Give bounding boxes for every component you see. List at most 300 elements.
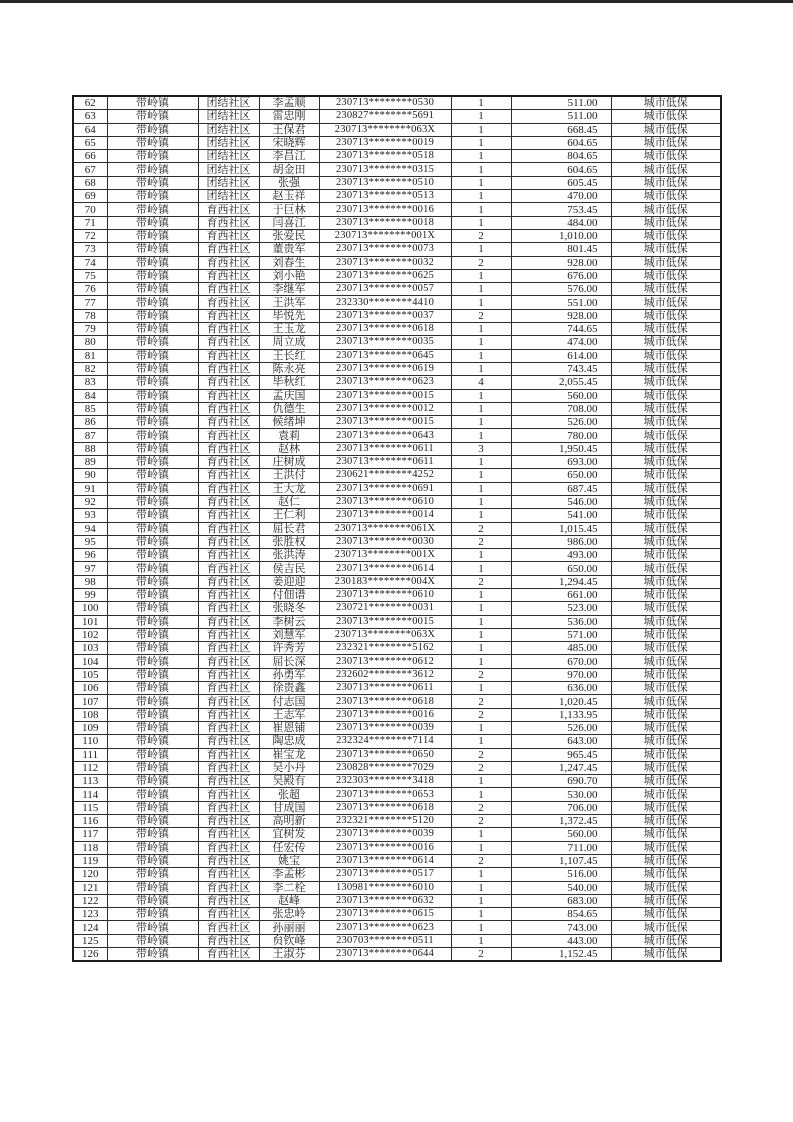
row-number: 91 <box>73 482 107 495</box>
table-row <box>73 588 721 601</box>
person-name: 李二栓 <box>259 881 319 894</box>
row-number: 88 <box>73 442 107 455</box>
benefit-type: 城市低保 <box>611 761 721 774</box>
table-row <box>73 482 721 495</box>
household-count: 1 <box>451 336 511 349</box>
table-row <box>73 695 721 708</box>
benefit-type: 城市低保 <box>611 336 721 349</box>
town: 带岭镇 <box>107 815 198 828</box>
benefit-type: 城市低保 <box>611 402 721 415</box>
person-name: 赵林 <box>259 442 319 455</box>
person-name: 王仁利 <box>259 509 319 522</box>
table-row <box>73 362 721 375</box>
id-number: 230713********0632 <box>319 894 451 907</box>
row-number: 116 <box>73 815 107 828</box>
community: 育西社区 <box>198 362 259 375</box>
row-number: 101 <box>73 615 107 628</box>
benefit-type: 城市低保 <box>611 695 721 708</box>
table-row <box>73 163 721 176</box>
person-name: 张强 <box>259 176 319 189</box>
household-count: 3 <box>451 442 511 455</box>
person-name: 宋晓辉 <box>259 136 319 149</box>
town: 带岭镇 <box>107 482 198 495</box>
id-number: 230713********0518 <box>319 150 451 163</box>
row-number: 110 <box>73 735 107 748</box>
table-row <box>73 721 721 734</box>
table-row <box>73 921 721 934</box>
household-count: 1 <box>451 163 511 176</box>
id-number: 230713********0015 <box>319 615 451 628</box>
person-name: 毕悦先 <box>259 309 319 322</box>
row-number: 71 <box>73 216 107 229</box>
person-name: 闫喜江 <box>259 216 319 229</box>
person-name: 许秀芳 <box>259 642 319 655</box>
community: 育西社区 <box>198 309 259 322</box>
town: 带岭镇 <box>107 908 198 921</box>
benefit-type: 城市低保 <box>611 934 721 947</box>
table-row <box>73 323 721 336</box>
amount: 743.45 <box>511 362 611 375</box>
town: 带岭镇 <box>107 123 198 136</box>
person-name: 胡金田 <box>259 163 319 176</box>
town: 带岭镇 <box>107 429 198 442</box>
town: 带岭镇 <box>107 735 198 748</box>
community: 育西社区 <box>198 562 259 575</box>
row-number: 86 <box>73 416 107 429</box>
household-count: 1 <box>451 269 511 282</box>
row-number: 93 <box>73 509 107 522</box>
benefit-type: 城市低保 <box>611 123 721 136</box>
household-count: 1 <box>451 934 511 947</box>
row-number: 63 <box>73 110 107 123</box>
amount: 711.00 <box>511 841 611 854</box>
person-name: 毕秋红 <box>259 376 319 389</box>
town: 带岭镇 <box>107 456 198 469</box>
table-row <box>73 456 721 469</box>
community: 育西社区 <box>198 229 259 242</box>
amount: 605.45 <box>511 176 611 189</box>
table-row <box>73 150 721 163</box>
community: 育西社区 <box>198 442 259 455</box>
id-number: 230713********0610 <box>319 495 451 508</box>
row-number: 98 <box>73 575 107 588</box>
household-count: 1 <box>451 176 511 189</box>
row-number: 70 <box>73 203 107 216</box>
id-number: 230703********0511 <box>319 934 451 947</box>
person-name: 侯吉民 <box>259 562 319 575</box>
person-name: 周立成 <box>259 336 319 349</box>
household-count: 1 <box>451 588 511 601</box>
community: 育西社区 <box>198 921 259 934</box>
community: 育西社区 <box>198 854 259 867</box>
town: 带岭镇 <box>107 96 198 110</box>
town: 带岭镇 <box>107 389 198 402</box>
table-row <box>73 96 721 110</box>
town: 带岭镇 <box>107 269 198 282</box>
person-name: 姜迎迎 <box>259 575 319 588</box>
row-number: 69 <box>73 190 107 203</box>
amount: 690.70 <box>511 775 611 788</box>
town: 带岭镇 <box>107 495 198 508</box>
row-number: 76 <box>73 283 107 296</box>
household-count: 1 <box>451 894 511 907</box>
community: 育西社区 <box>198 549 259 562</box>
id-number: 230713********0015 <box>319 389 451 402</box>
benefit-type: 城市低保 <box>611 349 721 362</box>
row-number: 80 <box>73 336 107 349</box>
person-name: 王洪付 <box>259 469 319 482</box>
person-name: 宜树发 <box>259 828 319 841</box>
id-number: 230713********0623 <box>319 376 451 389</box>
id-number: 230713********0039 <box>319 828 451 841</box>
amount: 670.00 <box>511 655 611 668</box>
benefit-type: 城市低保 <box>611 389 721 402</box>
benefit-type: 城市低保 <box>611 775 721 788</box>
table-row <box>73 522 721 535</box>
table-row <box>73 642 721 655</box>
table-row <box>73 655 721 668</box>
benefit-type: 城市低保 <box>611 815 721 828</box>
table-row <box>73 682 721 695</box>
table-row <box>73 562 721 575</box>
row-number: 73 <box>73 243 107 256</box>
town: 带岭镇 <box>107 349 198 362</box>
id-number: 230713********0618 <box>319 323 451 336</box>
id-number: 230713********0014 <box>319 509 451 522</box>
town: 带岭镇 <box>107 562 198 575</box>
row-number: 117 <box>73 828 107 841</box>
town: 带岭镇 <box>107 190 198 203</box>
table-row <box>73 269 721 282</box>
amount: 854.65 <box>511 908 611 921</box>
household-count: 1 <box>451 841 511 854</box>
benefit-type: 城市低保 <box>611 682 721 695</box>
amount: 551.00 <box>511 296 611 309</box>
id-number: 230713********0315 <box>319 163 451 176</box>
person-name: 李树云 <box>259 615 319 628</box>
amount: 1,133.95 <box>511 708 611 721</box>
id-number: 230713********0614 <box>319 854 451 867</box>
table-row <box>73 402 721 415</box>
row-number: 66 <box>73 150 107 163</box>
amount: 1,372.45 <box>511 815 611 828</box>
household-count: 2 <box>451 815 511 828</box>
row-number: 78 <box>73 309 107 322</box>
row-number: 64 <box>73 123 107 136</box>
id-number: 230713********0016 <box>319 841 451 854</box>
benefit-type: 城市低保 <box>611 921 721 934</box>
amount: 530.00 <box>511 788 611 801</box>
household-count: 1 <box>451 203 511 216</box>
person-name: 孙勇军 <box>259 668 319 681</box>
table-row <box>73 176 721 189</box>
town: 带岭镇 <box>107 176 198 189</box>
amount: 708.00 <box>511 402 611 415</box>
amount: 484.00 <box>511 216 611 229</box>
amount: 2,055.45 <box>511 376 611 389</box>
benefit-type: 城市低保 <box>611 655 721 668</box>
row-number: 62 <box>73 96 107 110</box>
id-number: 230713********0645 <box>319 349 451 362</box>
town: 带岭镇 <box>107 442 198 455</box>
id-number: 230713********0073 <box>319 243 451 256</box>
town: 带岭镇 <box>107 721 198 734</box>
community: 团结社区 <box>198 150 259 163</box>
table-row <box>73 442 721 455</box>
row-number: 74 <box>73 256 107 269</box>
community: 育西社区 <box>198 203 259 216</box>
benefit-type: 城市低保 <box>611 948 721 962</box>
row-number: 90 <box>73 469 107 482</box>
table-row <box>73 203 721 216</box>
table-row <box>73 123 721 136</box>
town: 带岭镇 <box>107 336 198 349</box>
person-name: 陶忠成 <box>259 735 319 748</box>
household-count: 1 <box>451 495 511 508</box>
benefit-type: 城市低保 <box>611 243 721 256</box>
id-number: 230713********0057 <box>319 283 451 296</box>
town: 带岭镇 <box>107 136 198 149</box>
amount: 526.00 <box>511 721 611 734</box>
table-row <box>73 628 721 641</box>
household-count: 1 <box>451 562 511 575</box>
person-name: 李继军 <box>259 283 319 296</box>
town: 带岭镇 <box>107 642 198 655</box>
row-number: 94 <box>73 522 107 535</box>
person-name: 张爱民 <box>259 229 319 242</box>
town: 带岭镇 <box>107 296 198 309</box>
benefit-type: 城市低保 <box>611 429 721 442</box>
community: 育西社区 <box>198 283 259 296</box>
person-name: 雷忠刚 <box>259 110 319 123</box>
town: 带岭镇 <box>107 788 198 801</box>
amount: 683.00 <box>511 894 611 907</box>
row-number: 124 <box>73 921 107 934</box>
table-row <box>73 495 721 508</box>
community: 育西社区 <box>198 456 259 469</box>
table-row <box>73 615 721 628</box>
person-name: 赵峰 <box>259 894 319 907</box>
row-number: 97 <box>73 562 107 575</box>
row-number: 111 <box>73 748 107 761</box>
table-row <box>73 868 721 881</box>
community: 育西社区 <box>198 841 259 854</box>
community: 育西社区 <box>198 416 259 429</box>
town: 带岭镇 <box>107 655 198 668</box>
household-count: 2 <box>451 668 511 681</box>
household-count: 1 <box>451 136 511 149</box>
person-name: 甘成国 <box>259 801 319 814</box>
community: 育西社区 <box>198 761 259 774</box>
amount: 614.00 <box>511 349 611 362</box>
id-number: 230713********0530 <box>319 96 451 110</box>
person-name: 李孟彬 <box>259 868 319 881</box>
community: 育西社区 <box>198 429 259 442</box>
household-count: 1 <box>451 602 511 615</box>
amount: 780.00 <box>511 429 611 442</box>
household-count: 2 <box>451 575 511 588</box>
household-count: 1 <box>451 429 511 442</box>
amount: 571.00 <box>511 628 611 641</box>
person-name: 高明新 <box>259 815 319 828</box>
row-number: 119 <box>73 854 107 867</box>
person-name: 赵玉祥 <box>259 190 319 203</box>
table-row <box>73 708 721 721</box>
id-number: 230713********0012 <box>319 402 451 415</box>
household-count: 1 <box>451 389 511 402</box>
household-count: 1 <box>451 628 511 641</box>
person-name: 孟庆国 <box>259 389 319 402</box>
table-row <box>73 894 721 907</box>
town: 带岭镇 <box>107 416 198 429</box>
amount: 604.65 <box>511 163 611 176</box>
row-number: 108 <box>73 708 107 721</box>
table-row <box>73 535 721 548</box>
amount: 560.00 <box>511 389 611 402</box>
row-number: 113 <box>73 775 107 788</box>
table-row <box>73 854 721 867</box>
table-row <box>73 309 721 322</box>
amount: 743.00 <box>511 921 611 934</box>
benefit-type: 城市低保 <box>611 309 721 322</box>
person-name: 王保君 <box>259 123 319 136</box>
id-number: 230713********001X <box>319 229 451 242</box>
amount: 576.00 <box>511 283 611 296</box>
person-name: 姚宝 <box>259 854 319 867</box>
community: 育西社区 <box>198 615 259 628</box>
household-count: 2 <box>451 761 511 774</box>
household-count: 1 <box>451 296 511 309</box>
row-number: 95 <box>73 535 107 548</box>
household-count: 2 <box>451 309 511 322</box>
table-row <box>73 243 721 256</box>
town: 带岭镇 <box>107 203 198 216</box>
table-row <box>73 190 721 203</box>
benefit-type: 城市低保 <box>611 894 721 907</box>
row-number: 106 <box>73 682 107 695</box>
id-number: 232324********7114 <box>319 735 451 748</box>
community: 育西社区 <box>198 323 259 336</box>
household-count: 2 <box>451 708 511 721</box>
community: 育西社区 <box>198 349 259 362</box>
person-name: 仇德生 <box>259 402 319 415</box>
household-count: 1 <box>451 655 511 668</box>
benefit-type: 城市低保 <box>611 788 721 801</box>
benefit-type: 城市低保 <box>611 456 721 469</box>
benefit-type: 城市低保 <box>611 535 721 548</box>
table-row <box>73 416 721 429</box>
town: 带岭镇 <box>107 894 198 907</box>
amount: 650.00 <box>511 469 611 482</box>
id-number: 230713********0625 <box>319 269 451 282</box>
amount: 753.45 <box>511 203 611 216</box>
town: 带岭镇 <box>107 761 198 774</box>
id-number: 232321********5120 <box>319 815 451 828</box>
benefit-type: 城市低保 <box>611 203 721 216</box>
amount: 470.00 <box>511 190 611 203</box>
town: 带岭镇 <box>107 588 198 601</box>
row-number: 121 <box>73 881 107 894</box>
town: 带岭镇 <box>107 921 198 934</box>
household-count: 1 <box>451 216 511 229</box>
person-name: 屈长君 <box>259 522 319 535</box>
benefit-type: 城市低保 <box>611 163 721 176</box>
table-row <box>73 256 721 269</box>
amount: 986.00 <box>511 535 611 548</box>
benefit-type: 城市低保 <box>611 748 721 761</box>
id-number: 230713********0039 <box>319 721 451 734</box>
amount: 693.00 <box>511 456 611 469</box>
table-row <box>73 110 721 123</box>
person-name: 王洪军 <box>259 296 319 309</box>
table-row <box>73 801 721 814</box>
id-number: 230713********0691 <box>319 482 451 495</box>
benefit-type: 城市低保 <box>611 150 721 163</box>
amount: 540.00 <box>511 881 611 894</box>
amount: 676.00 <box>511 269 611 282</box>
community: 育西社区 <box>198 296 259 309</box>
table-row <box>73 349 721 362</box>
row-number: 87 <box>73 429 107 442</box>
amount: 474.00 <box>511 336 611 349</box>
benefit-type: 城市低保 <box>611 229 721 242</box>
household-count: 1 <box>451 788 511 801</box>
amount: 523.00 <box>511 602 611 615</box>
table-row <box>73 136 721 149</box>
person-name: 董贵军 <box>259 243 319 256</box>
community: 团结社区 <box>198 163 259 176</box>
person-name: 刘春生 <box>259 256 319 269</box>
community: 育西社区 <box>198 535 259 548</box>
town: 带岭镇 <box>107 535 198 548</box>
household-count: 2 <box>451 256 511 269</box>
row-number: 85 <box>73 402 107 415</box>
table-row <box>73 336 721 349</box>
amount: 636.00 <box>511 682 611 695</box>
benefit-type: 城市低保 <box>611 216 721 229</box>
table-row <box>73 216 721 229</box>
person-name: 袁莉 <box>259 429 319 442</box>
household-count: 4 <box>451 376 511 389</box>
community: 育西社区 <box>198 748 259 761</box>
person-name: 崔宝龙 <box>259 748 319 761</box>
row-number: 104 <box>73 655 107 668</box>
community: 育西社区 <box>198 695 259 708</box>
household-count: 2 <box>451 522 511 535</box>
household-count: 1 <box>451 881 511 894</box>
household-count: 1 <box>451 362 511 375</box>
town: 带岭镇 <box>107 216 198 229</box>
benefit-type: 城市低保 <box>611 362 721 375</box>
amount: 744.65 <box>511 323 611 336</box>
benefit-type: 城市低保 <box>611 562 721 575</box>
person-name: 王玉龙 <box>259 323 319 336</box>
id-number: 230713********0035 <box>319 336 451 349</box>
table-row <box>73 881 721 894</box>
town: 带岭镇 <box>107 948 198 962</box>
row-number: 79 <box>73 323 107 336</box>
amount: 668.45 <box>511 123 611 136</box>
town: 带岭镇 <box>107 628 198 641</box>
id-number: 230828********7029 <box>319 761 451 774</box>
id-number: 230713********063X <box>319 628 451 641</box>
id-number: 230713********0611 <box>319 682 451 695</box>
id-number: 230713********0614 <box>319 562 451 575</box>
row-number: 84 <box>73 389 107 402</box>
town: 带岭镇 <box>107 376 198 389</box>
person-name: 李孟顺 <box>259 96 319 110</box>
person-name: 贠钦峰 <box>259 934 319 947</box>
